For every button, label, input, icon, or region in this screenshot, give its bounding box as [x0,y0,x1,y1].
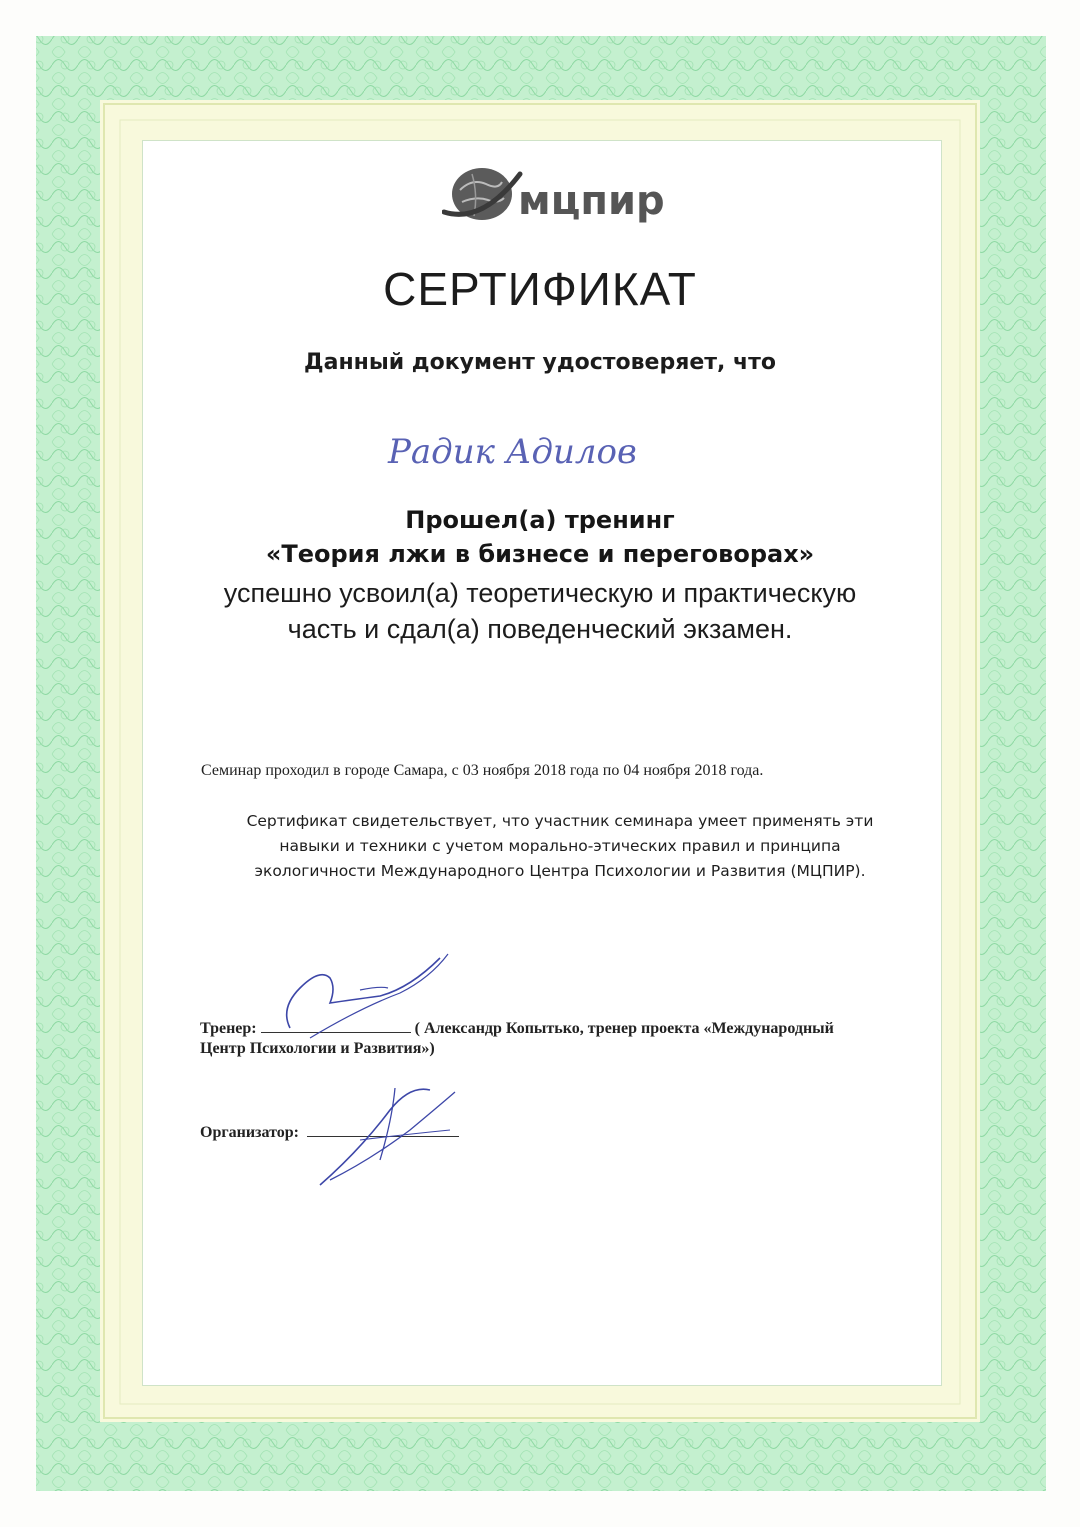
recipient-name-handwritten [380,415,780,485]
seminar-info: Семинар проходил в городе Самара, с 03 ноября 2018 года по 04 ноября 2018 года. [201,762,764,779]
certifies-line: Данный документ удостоверяет, что [304,350,776,375]
trainer-details-2: Центр Психологии и Развития») [200,1040,435,1057]
organizer-label: Организатор: [200,1124,299,1141]
svg-text:Радик Адилов: Радик Адилов [388,432,637,472]
trainer-label: Тренер: [200,1020,257,1037]
attestation-line-1: Сертификат свидетельствует, что участник семинара умеет применять эти [246,812,874,830]
mastered-line-2: часть и сдал(а) поведенческий экзамен. [287,614,793,644]
mcpir-logo [442,160,682,230]
mastered-line-1: успешно усвоил(а) теоретическую и практическую [223,578,857,608]
attestation-line-3: экологичности Международного Центра Психологии и Развития (МЦПИР). [254,862,866,880]
trainer-details-1: ( Александр Копытько, тренер проекта «Международный [414,1020,834,1037]
passed-line: Прошел(а) тренинг [405,506,675,534]
organizer-signature [300,1080,480,1190]
course-title: «Теория лжи в бизнесе и переговорах» [265,540,815,568]
logo-wordmark: мцпир [518,178,665,224]
trainer-signature [270,948,470,1048]
attestation-line-2: навыки и техники с учетом морально-этических правил и принципа [279,837,841,855]
certificate-title: СЕРТИФИКАТ [383,263,697,315]
